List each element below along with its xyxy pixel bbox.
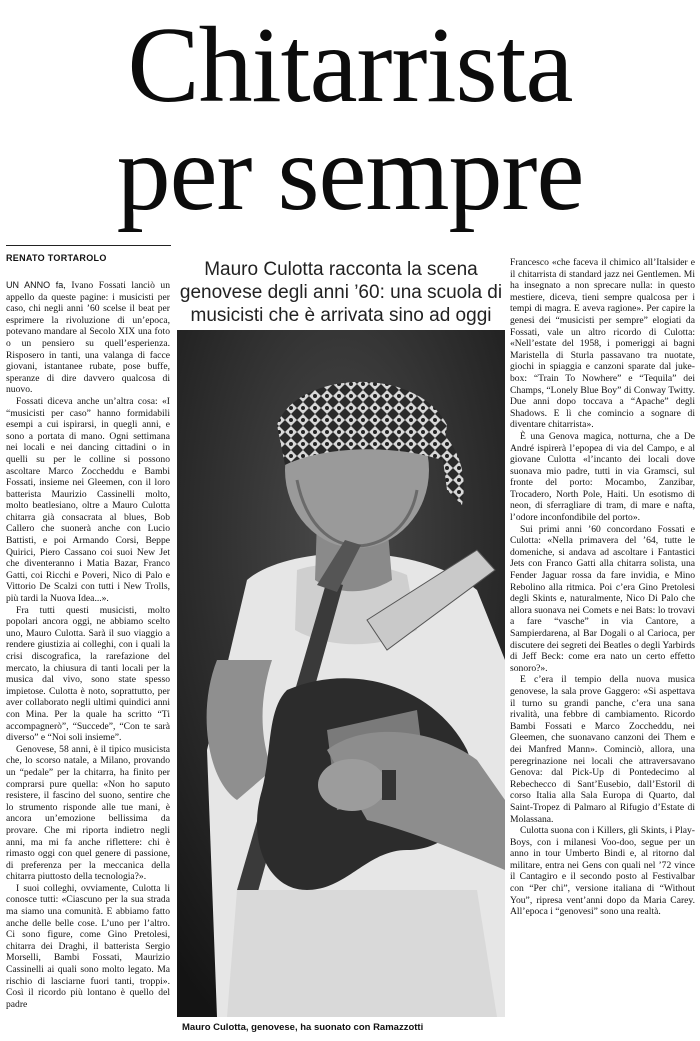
article-column-3: [510, 257, 695, 1037]
article-column-1: [6, 280, 170, 1032]
guitarist-photo: [177, 330, 505, 1017]
article-paragraph: Culotta suona con i Killers, gli Skints, i Play-Boys, con i milanesi Voo-doo, segue per un anno in tour Umberto Bindi e, al ritorno dal militare, entra nei Gens con quali nel ’72 vince il Cantagiro e il secondo posto al Festivalbar con “Per chi”, versione italiana di “Without You”, ripresa vent’anni dopo da Maria Carey. All’epoca i “genovesi” sono una realtà.: [510, 825, 695, 918]
byline: RENATO TORTAROLO: [6, 245, 171, 263]
article-paragraph: Genovese, 58 anni, è il tipico musicista che, lo scorso natale, a Milano, provando un “pedale” per la chitarra, ha finito per comprarsi pure quella: «Non ho saputo resistere, il fascino del suono, sentire che lo strumento risponde alle tue mani, è ancora un’emozione bellissima da provare. Che mi riporta indietro negli anni, ma mi fa anche riflettere: chi è rimasto oggi con quel genere di passione, di preferenza per la meccanica della chitarra piuttosto della tecnologia?».: [6, 743, 170, 883]
photo-caption: Mauro Culotta, genovese, ha suonato con Ramazzotti: [182, 1022, 424, 1033]
headline-line-1: Chitarrista: [127, 6, 573, 125]
article-paragraph-text: Ivano Fossati lanciò un appello da queste pagine: i musicisti per caso, chi negli anni ’60 scelse il beat per esprimere la rivoluzione di un’epoca, potevano mandare al Secolo XIX una foto o un pensiero su quell’esperienza. Risposero in tanti, una valanga di facce giovani, istantanee rubate, pose buffe, speranze di dire davvero qualcosa di nuovo.: [6, 280, 170, 396]
article-paragraph: Francesco «che faceva il chimico all’Italsider e il chitarrista di standard jazz nei Gentlemen. Mi ha insegnato a non sprecare nulla: in questo mestiere, diceva, tieni sempre qualcosa per i tempi di magra. E aveva ragione». Per capire la genesi dei “musicisti per sempre” elogiati da Fossati, vale un altro ricordo di Culotta: «Nell’estate del 1958, i pomeriggi ai bagni Maristella di Sturla passavano tra nuotate, giochi in spiaggia e canzoni sparate dal juke-box: “Train To Nowhere” e “Tequila” dei Champs, “Lonely Blue Boy” di Conway Twitty. Due anni dopo toccava a “Apache” degli Shadows. E lì che comincio a sognare di diventare chitarrista».: [510, 257, 695, 431]
guitarist-illustration: [177, 330, 505, 1017]
article-paragraph: [6, 280, 170, 396]
article-paragraph: Fossati diceva anche un’altra cosa: «I “musicisti per caso” hanno formidabili esempi a cui ispirarsi, in quegli anni, e sono a portata di mano. Ogni settimana nei locali e nei dancing cittadini o in quelli su per le colline si possono ascoltare Marco Zoccheddu e Bambi Fossati, insieme nei Gleemen, con il loro batterista Maurizio Cassinelli molto, molto beatlesiano, oltre a Mauro Culotta chitarra già consacrata al blues, Bob Callero che suonerà anche con Lucio Battisti, e poi Armando Corsi, Beppe Quirici, Piero Cassano coi suoi New Jet che diventeranno i Matia Bazar, Franco Gatti, coi Ricchi e Poveri, Nico di Palo e Vittorio De Scalzi con tutti i New Trolls, più tardi la Nuova Idea...».: [6, 395, 170, 605]
article-paragraph: Sui primi anni ’60 concordano Fossati e Culotta: «Nella primavera del ’64, tutte le domeniche, si andava ad ascoltare i Fantastici Jets con Franco Gatti alla chitarra solista, una Fender Jaguar rossa da fare invidia, e Mino Rebolino alla ritmica. Poi c’era Gino Pretolesi degli Skints e, naturalmente, Nico Di Palo che allora suonava nei Comets e nei Bats: lo trovavi a fare “vasche” in via Cantore, a Sampierdarena, al Bar Dogali o al Carioca, per discutere dei segreti dei Beatles o degli Yarbirds di Jeff Beck: come era nato un certo effetto sonoro?».: [510, 523, 695, 674]
article-paragraph: E c’era il tempio della nuova musica genovese, la sala prove Gaggero: «Si aspettava il turno su grandi panche, c’era una sana rivalità, una febbre di cambiamento. Ricordo Bambi Fossati e Marco Zoccheddu, nei Gleemen, che suonavano canzoni dei Them e dei Manfred Mann». Cominciò, allora, una peregrinazione nei locali che attraversavano Genova: dal Pick-Up di Pontedecimo al Rebechecco di Sant’Eusebio, dall’Estoril di corso Italia alla Sala Europa di Quarto, dal Saint-Tropez di Palmaro al Rifugio d’Estate di Molassana.: [510, 674, 695, 825]
article-lead: UN ANNO fa,: [6, 280, 66, 290]
headline-line-2: per sempre: [116, 114, 584, 233]
article-paragraph: Fra tutti questi musicisti, molto popolari ancora oggi, ne abbiamo scelto uno, Mauro Culotta. Sarà il suo viaggio a rendere giustizia ai colleghi, con i quali la crisi discografica, la rarefazione del mercato, la chiusura di tanti locali per la musica dal vivo, sono state spesso impietose. Culotta è noto, soprattutto, per aver collaborato negli ultimi quindici anni con Mina. Per la quale ha scritto “Ti accompagnerò”, “Succede”, “Con te sarà diverso” e “Noi soli insieme”.: [6, 604, 170, 744]
deck-subtitle: Mauro Culotta racconta la scena genovese degli anni ’60: una scuola di musicisti che è arrivata sino ad oggi: [179, 259, 503, 326]
article-paragraph: I suoi colleghi, ovviamente, Culotta li conosce tutti: «Ciascuno per la sua strada ma siamo una comunità. E abbiamo fatto anche delle belle cose. L’uno per l’altro. Ci sono figure, come Gino Pretolesi, chitarra dei Draghi, il batterista Sergio Morselli, Bambi Fossati, Maurizio Cassinelli ai quali sono molto legato. Ma rischio di lasciarne fuori tanti, troppi». Così il ricordo più lontano è quello del padre: [6, 882, 170, 1010]
article-paragraph: È una Genova magica, notturna, che a De André ispirerà l’epopea di via del Campo, e al giovane Culotta «l’incanto dei locali dove suonava mio padre, tutti in via Gramsci, sul fronte del porto: Mocambo, Zanzibar, Trocadero, North Pole, Haiti. Un esotismo di neon, di sferragliare di tram, di mare e nafta, l’odore inconfondibile del porto».: [510, 430, 695, 524]
